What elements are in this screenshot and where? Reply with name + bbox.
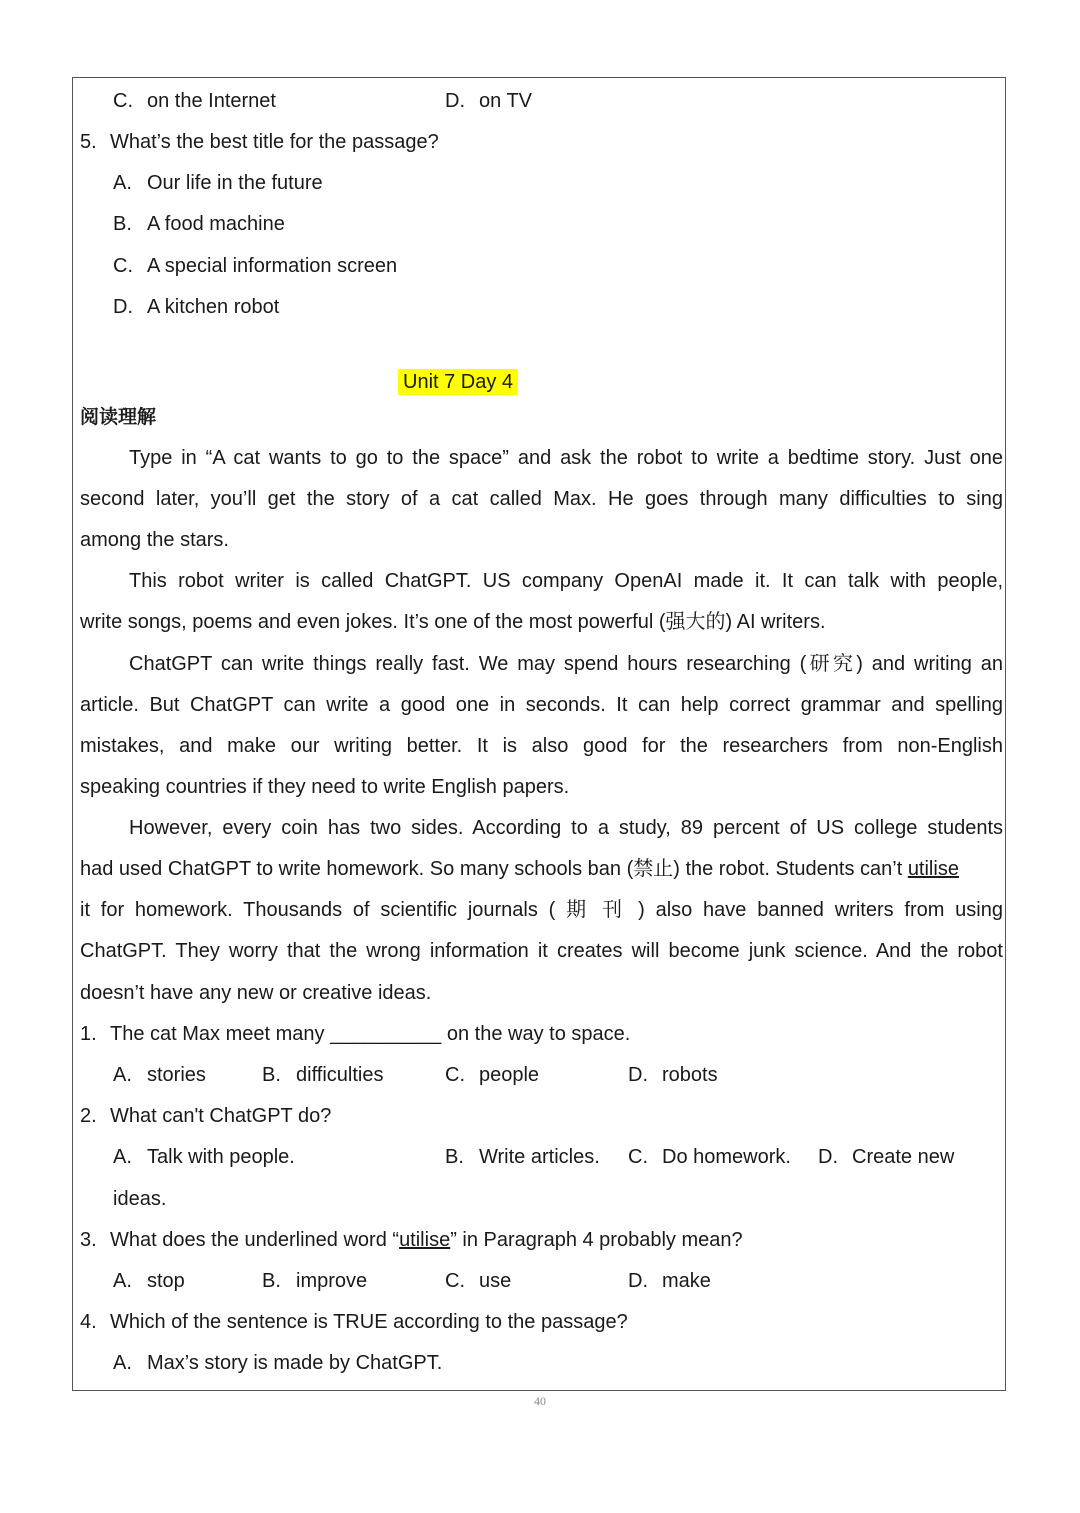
q4-option-a: A. Max’s story is made by ChatGPT.	[113, 1352, 443, 1374]
q3-option-b: B. improve	[262, 1270, 368, 1292]
passage-line: among the stars.	[80, 529, 229, 551]
q3-option-c: C. use	[445, 1270, 512, 1292]
question-5: 5. What’s the best title for the passage?	[80, 131, 439, 153]
unit-title: Unit 7 Day 4	[398, 370, 518, 394]
q5-option-d: D. A kitchen robot	[113, 296, 280, 318]
question-1: 1. The cat Max meet many __________ on the way to space.	[80, 1023, 631, 1045]
underlined-word: utilise	[399, 1229, 451, 1251]
q3-option-a: A. stop	[113, 1270, 185, 1292]
q2-option-d: D. Create new	[818, 1146, 955, 1168]
passage-line: speaking countries if they need to write English papers.	[80, 776, 570, 798]
q5-option-c: C. A special information screen	[113, 255, 398, 277]
q5-option-b: B. A food machine	[113, 213, 285, 235]
passage-line: mistakes, and make our writing better. It is also good for the researchers from non-English	[80, 735, 1003, 757]
q1-option-d: D. robots	[628, 1064, 718, 1086]
q2-option-c: C. Do homework.	[628, 1146, 791, 1168]
passage-line: write songs, poems and even jokes. It’s one of the most powerful (强大的) AI writers.	[80, 611, 826, 633]
option-c: C. on the Internet	[113, 90, 276, 112]
q1-option-b: B. difficulties	[262, 1064, 384, 1086]
section-heading: 阅读理解	[80, 406, 157, 428]
option-d: D. on TV	[445, 90, 532, 112]
passage-line: second later, you’ll get the story of a cat called Max. He goes through many difficulties to sing	[80, 488, 1003, 510]
passage-line: ChatGPT can write things really fast. We may spend hours researching (研究) and writing an	[129, 653, 1003, 675]
passage-line: This robot writer is called ChatGPT. US company OpenAI made it. It can talk with people,	[129, 570, 1003, 592]
passage-line: article. But ChatGPT can write a good one in seconds. It can help correct grammar and spelling	[80, 694, 1003, 716]
passage-line: it for homework. Thousands of scientific journals ( 期 刊 ) also have banned writers from using	[80, 899, 1003, 921]
question-3: 3. What does the underlined word “utilise” in Paragraph 4 probably mean?	[80, 1229, 743, 1251]
passage-line: Type in “A cat wants to go to the space” and ask the robot to write a bedtime story. Just one	[129, 447, 1003, 469]
q5-option-a: A. Our life in the future	[113, 172, 323, 194]
q1-option-c: C. people	[445, 1064, 540, 1086]
question-4: 4. Which of the sentence is TRUE according to the passage?	[80, 1311, 628, 1333]
passage-line: ChatGPT. They worry that the wrong information it creates will become junk science. And the robot	[80, 940, 1003, 962]
passage-line: However, every coin has two sides. According to a study, 89 percent of US college students	[129, 817, 1003, 839]
passage-line: doesn’t have any new or creative ideas.	[80, 982, 432, 1004]
question-2: 2. What can't ChatGPT do?	[80, 1105, 332, 1127]
q2-option-b: B. Write articles.	[445, 1146, 600, 1168]
q3-option-d: D. make	[628, 1270, 711, 1292]
page-number: 40	[534, 1394, 546, 1408]
passage-line: had used ChatGPT to write homework. So many schools ban (禁止) the robot. Students can’t utilise	[80, 858, 959, 880]
q2-option-a: A. Talk with people.	[113, 1146, 295, 1168]
q2-option-d-continued: ideas.	[113, 1188, 167, 1210]
underlined-word: utilise	[907, 858, 959, 880]
q1-option-a: A. stories	[113, 1064, 206, 1086]
